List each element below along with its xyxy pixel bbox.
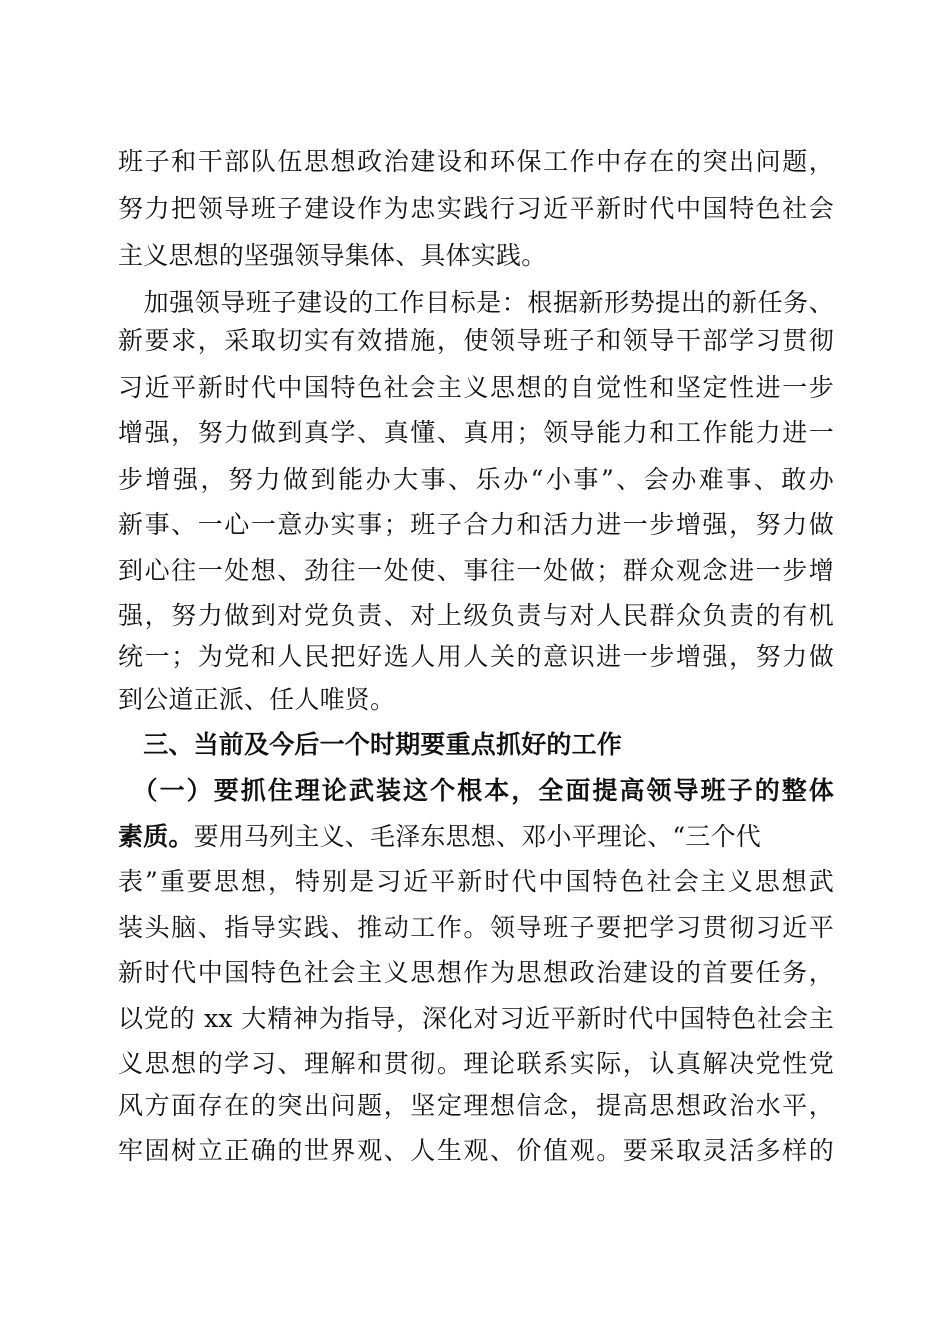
text-line: 加强领导班子建设的工作目标是：根据新形势提出的新任务、 — [118, 288, 834, 317]
text-line: 牢固树立正确的世界观、人生观、价值观。要采取灵活多样的 — [118, 1136, 834, 1165]
text-line: 义思想的学习、理解和贯彻。理论联系实际，认真解决党性党 — [118, 1049, 834, 1078]
text-line: 新要求，采取切实有效措施，使领导班子和领导干部学习贯彻 — [118, 326, 834, 355]
text-line: 努力把领导班子建设作为忠实践行习近平新时代中国特色社会 — [118, 194, 834, 223]
text-line: 增强，努力做到真学、真懂、真用；领导能力和工作能力进一 — [118, 418, 834, 447]
text-span: 要用马列主义、毛泽东思想、邓小平理论、“三个代 — [193, 822, 761, 851]
text-line: 强，努力做到对党负责、对上级负责与对人民群众负责的有机 — [118, 601, 834, 630]
text-line: 到心往一处想、劲往一处使、事往一处做；群众观念进一步增 — [118, 556, 834, 585]
text-line: 主义思想的坚强领导集体、具体实践。 — [118, 241, 547, 270]
subsection-heading-cont: 素质。 — [118, 822, 194, 851]
text-line: 风方面存在的突出问题，坚定理想信念，提高思想政治水平， — [118, 1091, 834, 1120]
text-line: 新事、一心一意办实事；班子合力和活力进一步增强，努力做 — [118, 510, 834, 539]
section-heading: 三、当前及今后一个时期要重点抓好的工作 — [118, 730, 623, 759]
text-line: 装头脑、指导实践、推动工作。领导班子要把学习贯彻习近平 — [118, 913, 834, 942]
subsection-heading: （一）要抓住理论武装这个根本，全面提高领导班子的整体 — [118, 776, 834, 805]
text-line: 到公道正派、任人唯贤。 — [118, 685, 396, 714]
text-line: 新时代中国特色社会主义思想作为思想政治建设的首要任务， — [118, 958, 834, 987]
text-line: 以党的 xx 大精神为指导，深化对习近平新时代中国特色社会主 — [118, 1004, 834, 1033]
text-line: 表”重要思想，特别是习近平新时代中国特色社会主义思想武 — [118, 867, 834, 896]
text-line — [118, 817, 834, 857]
text-line: 步增强，努力做到能办大事、乐办“小事”、会办难事、敢办 — [118, 465, 834, 494]
text-line: 班子和干部队伍思想政治建设和环保工作中存在的突出问题， — [118, 147, 834, 176]
text-line: 习近平新时代中国特色社会主义思想的自觉性和坚定性进一步 — [118, 373, 834, 402]
text-line: 统一；为党和人民把好选人用人关的意识进一步增强，努力做 — [118, 642, 834, 671]
